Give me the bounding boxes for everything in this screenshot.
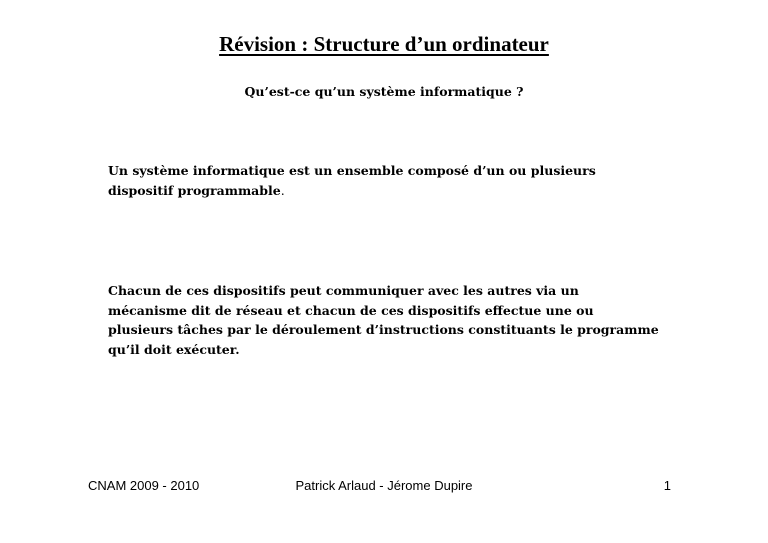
paragraph-line: Chacun de ces dispositifs peut communiquer avec les autres via un [108, 283, 579, 298]
paragraph-period: . [280, 182, 285, 198]
paragraph-line: plusieurs tâches par le déroulement d’instructions constituants le programme [108, 322, 659, 337]
paragraph-line: mécanisme dit de réseau et chacun de ces dispositifs effectue une ou [108, 302, 594, 318]
slide-title: Révision : Structure d’un ordinateur [219, 32, 549, 56]
footer-authors: Patrick Arlaud - Jérome Dupire [295, 478, 473, 493]
paragraph-network [108, 281, 668, 359]
paragraph-line: dispositif programmable [108, 182, 281, 198]
footer-course: CNAM 2009 - 2010 [88, 478, 200, 493]
slide-subtitle: Qu’est-ce qu’un système informatique ? [244, 84, 524, 99]
footer-page-number: 1 [663, 478, 671, 493]
paragraph-line: qu’il doit exécuter. [108, 341, 240, 357]
paragraph-line: Un système informatique est un ensemble composé d’un ou plusieurs [108, 163, 596, 178]
paragraph-definition [108, 161, 668, 200]
